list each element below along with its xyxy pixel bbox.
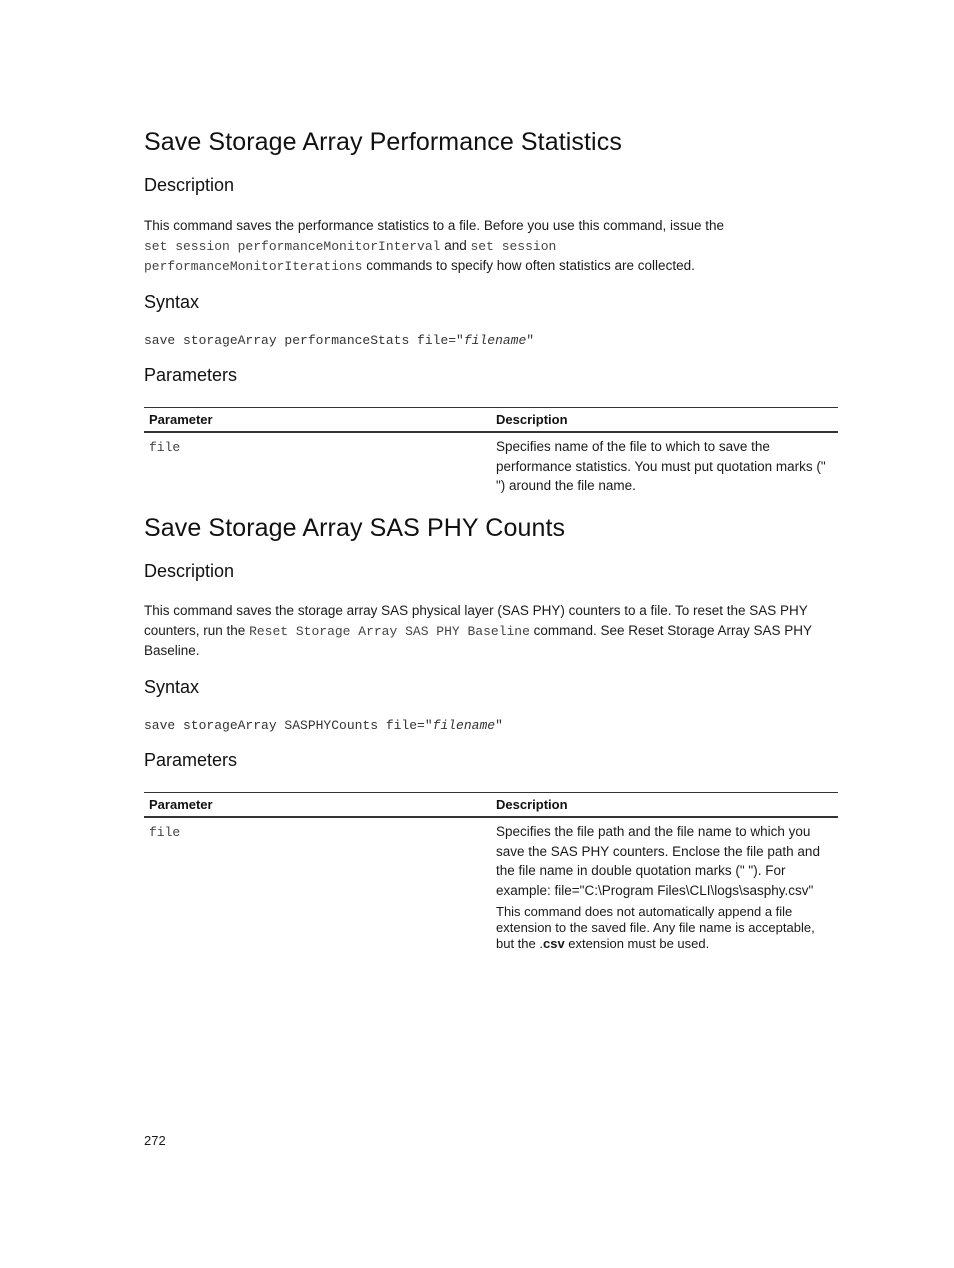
description-heading: Description [144,561,235,581]
column-header-parameter: Parameter [144,793,491,818]
syntax-code: save storageArray SASPHYCounts file="filename" [144,718,503,733]
column-header-description: Description [491,793,838,818]
parameters-heading: Parameters [144,750,238,770]
syntax-code: save storageArray performanceStats file="filename" [144,333,535,348]
column-header-description: Description [491,408,838,433]
parameter-cell: file [149,440,181,455]
example-path: file="C:\Program Files\CLI\logs\sasphy.csv" [554,882,814,898]
inline-code: set session performanceMonitorInterval [144,238,441,254]
parameters-table [144,407,838,496]
parameters-table [144,792,838,952]
table-header-row [144,408,838,433]
parameters-heading: Parameters [144,365,238,385]
inline-code: Reset Storage Array SAS PHY Baseline [249,623,530,639]
table-row [144,817,838,952]
column-header-parameter: Parameter [144,408,491,433]
inline-code: performanceMonitorIterations [144,259,363,274]
syntax-heading: Syntax [144,677,200,697]
syntax-heading: Syntax [144,292,200,312]
description-text: This command saves the performance statistics to a file. Before you use this command, issue the set session performanceMonitorInterval and set session performanceMonitorIterations commands to specify how often statistics are collected. [144,218,725,274]
description-cell: Specifies the file path and the file name to which you save the SAS PHY counters. Enclose the file path and the file name in double quotation marks (" "). For example: file="C:\Program Files\CLI\logs\sasphy.csv" This command does not automatically append a file extension to the saved file. Any file name is acceptable, but the .csv extension must be used. [491,817,838,952]
table-header-row [144,793,838,818]
description-cell: Specifies name of the file to which to save the performance statistics. You must put quotation marks (" ") around the file name. [496,439,826,493]
page-number: 272 [144,1133,166,1148]
parameter-cell: file [149,825,181,840]
note-text: This command does not automatically append a file extension to the saved file. Any file name is acceptable, but the .csv extension must be used. [496,904,815,951]
description-heading: Description [144,175,235,195]
description-text: This command saves the storage array SAS physical layer (SAS PHY) counters to a file. To reset the SAS PHY counters, run the Reset Storage Array SAS PHY Baseline command. See Reset Storage Array SAS PHY Baseline. [144,603,812,658]
section-title-sas-phy-counts: Save Storage Array SAS PHY Counts [144,514,566,542]
inline-code: set session [470,238,557,254]
section-title-performance-statistics: Save Storage Array Performance Statistics [144,128,622,156]
table-row [144,432,838,496]
